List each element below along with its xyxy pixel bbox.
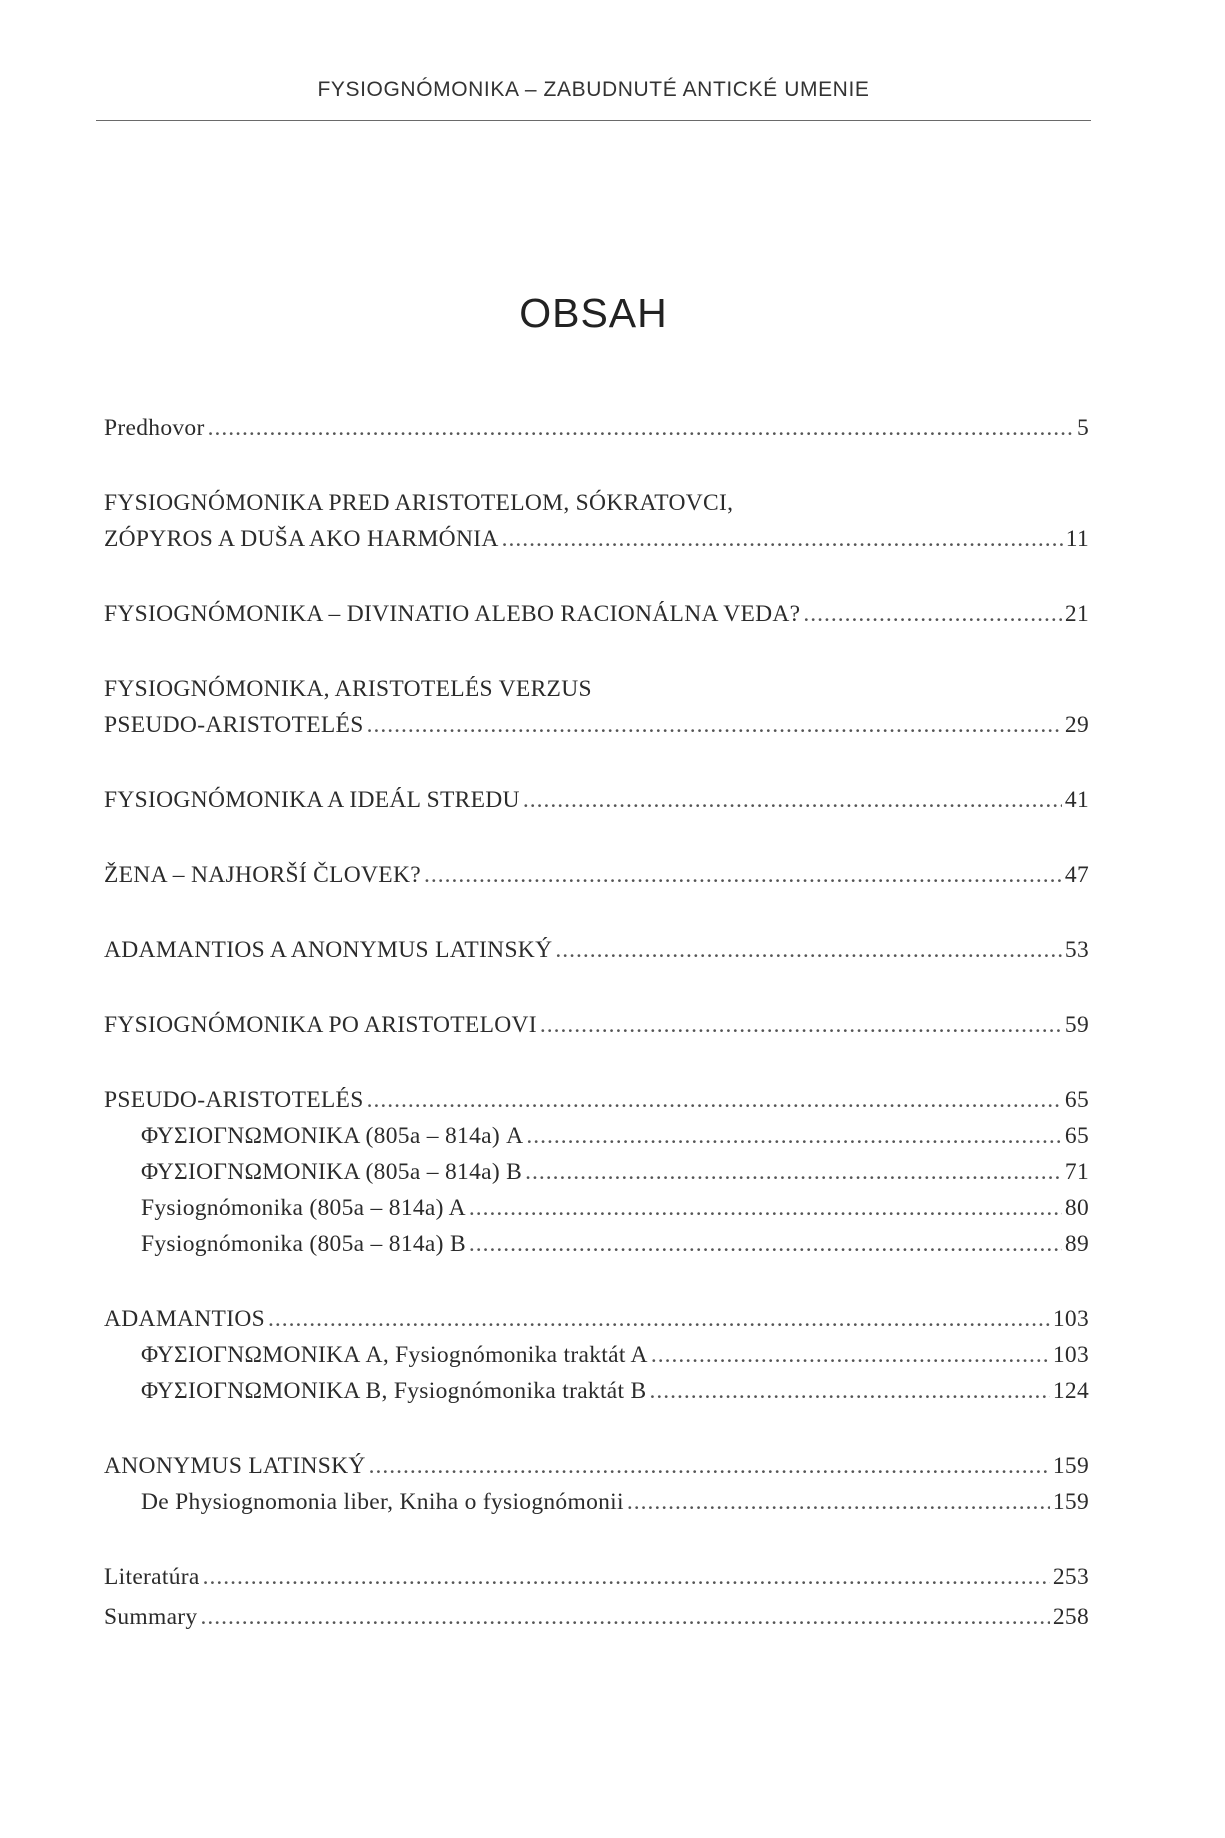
toc-sublabel: ΦΥΣΙΟΓΝΩΜΟΝΙΚΑ (805a – 814a) A	[141, 1123, 524, 1149]
toc-entry	[104, 1448, 1089, 1520]
toc-line[interactable]	[104, 932, 1089, 968]
toc-page-number: 47	[1064, 862, 1089, 888]
toc-line[interactable]	[104, 1301, 1089, 1337]
toc-page-number: 5	[1076, 415, 1089, 441]
toc-subline[interactable]	[104, 1226, 1089, 1262]
toc-line[interactable]	[104, 671, 1089, 707]
dot-leader	[526, 1118, 1061, 1154]
toc-line[interactable]	[104, 1007, 1089, 1043]
toc-label: ADAMANTIOS A ANONYMUS LATINSKÝ	[104, 937, 553, 963]
toc-entry	[104, 671, 1089, 743]
toc-entry	[104, 1301, 1089, 1409]
toc-page-number: 11	[1065, 526, 1089, 552]
toc-line[interactable]	[104, 485, 1089, 521]
toc-line[interactable]	[104, 1082, 1089, 1118]
toc-label: PSEUDO-ARISTOTELÉS	[104, 1087, 364, 1113]
toc-entry	[104, 1007, 1089, 1043]
toc-line[interactable]	[104, 857, 1089, 893]
toc-sublabel: Fysiognómonika (805a – 814a) B	[141, 1231, 466, 1257]
toc-label: ANONYMUS LATINSKÝ	[104, 1453, 366, 1479]
toc-page-number: 253	[1052, 1564, 1089, 1590]
dot-leader	[208, 410, 1074, 446]
table-of-contents	[104, 410, 1089, 1635]
toc-label: PSEUDO-ARISTOTELÉS	[104, 712, 364, 738]
dot-leader	[525, 1154, 1062, 1190]
toc-entry	[104, 932, 1089, 968]
toc-line[interactable]	[104, 596, 1089, 632]
toc-page-number: 71	[1064, 1159, 1089, 1185]
toc-page-number: 21	[1064, 601, 1089, 627]
toc-label: ADAMANTIOS	[104, 1306, 265, 1332]
toc-label: ŽENA – NAJHORŠÍ ČLOVEK?	[104, 862, 421, 888]
dot-leader	[367, 1082, 1062, 1118]
toc-sublabel: ΦΥΣΙΟΓΝΩΜΟΝΙΚΑ B, Fysiognómonika traktát B	[141, 1378, 647, 1404]
dot-leader	[651, 1337, 1050, 1373]
dot-leader	[502, 521, 1063, 557]
toc-sublabel: Fysiognómonika (805a – 814a) A	[141, 1195, 466, 1221]
toc-entry	[104, 410, 1089, 446]
toc-entry	[104, 782, 1089, 818]
toc-label: Summary	[104, 1604, 198, 1630]
dot-leader	[555, 932, 1062, 968]
page-title: OBSAH	[519, 290, 668, 336]
toc-page-number: 59	[1064, 1012, 1089, 1038]
toc-page-number: 29	[1064, 712, 1089, 738]
toc-line[interactable]	[104, 782, 1089, 818]
toc-sublabel: De Physiognomonia liber, Kniha o fysiognómonii	[141, 1489, 624, 1515]
toc-line[interactable]	[104, 1559, 1089, 1595]
toc-entry	[104, 857, 1089, 893]
dot-leader	[540, 1007, 1062, 1043]
dot-leader	[203, 1559, 1050, 1595]
toc-subline[interactable]	[104, 1373, 1089, 1409]
toc-sublabel: ΦΥΣΙΟΓΝΩΜΟΝΙΚΑ A, Fysiognómonika traktát A	[141, 1342, 648, 1368]
toc-page-number: 103	[1052, 1306, 1089, 1332]
toc-subline[interactable]	[104, 1190, 1089, 1226]
dot-leader	[803, 596, 1061, 632]
toc-page-number: 65	[1064, 1087, 1089, 1113]
toc-sublabel: ΦΥΣΙΟΓΝΩΜΟΝΙΚΑ (805a – 814a) B	[141, 1159, 523, 1185]
toc-label: FYSIOGNÓMONIKA A IDEÁL STREDU	[104, 787, 520, 813]
toc-subline[interactable]	[104, 1154, 1089, 1190]
toc-page-number: 65	[1064, 1123, 1089, 1149]
toc-line[interactable]	[104, 1448, 1089, 1484]
dot-leader	[424, 857, 1062, 893]
toc-page-number: 103	[1052, 1342, 1089, 1368]
toc-page-number: 89	[1064, 1231, 1089, 1257]
dot-leader	[627, 1484, 1050, 1520]
toc-page-number: 159	[1052, 1489, 1089, 1515]
toc-entry	[104, 485, 1089, 557]
toc-label: ZÓPYROS A DUŠA AKO HARMÓNIA	[104, 526, 499, 552]
toc-page-number: 159	[1052, 1453, 1089, 1479]
toc-label-line1: FYSIOGNÓMONIKA, ARISTOTELÉS VERZUS	[104, 676, 592, 702]
toc-page-number: 41	[1064, 787, 1089, 813]
toc-entry	[104, 1559, 1089, 1595]
toc-line[interactable]	[104, 1599, 1089, 1635]
toc-label: Predhovor	[104, 415, 205, 441]
toc-label: Literatúra	[104, 1564, 200, 1590]
toc-line[interactable]	[104, 707, 1089, 743]
dot-leader	[369, 1448, 1050, 1484]
toc-line[interactable]	[104, 521, 1089, 557]
toc-label: FYSIOGNÓMONIKA – DIVINATIO ALEBO RACIONÁLNA VEDA?	[104, 601, 801, 627]
toc-page-number: 53	[1064, 937, 1089, 963]
toc-entry	[104, 1599, 1089, 1635]
toc-label: FYSIOGNÓMONIKA PO ARISTOTELOVI	[104, 1012, 537, 1038]
dot-leader	[367, 707, 1062, 743]
toc-subline[interactable]	[104, 1337, 1089, 1373]
toc-entry	[104, 1082, 1089, 1262]
toc-subline[interactable]	[104, 1118, 1089, 1154]
dot-leader	[650, 1373, 1050, 1409]
running-head: FYSIOGNÓMONIKA – ZABUDNUTÉ ANTICKÉ UMENIE	[317, 78, 870, 101]
toc-subline[interactable]	[104, 1484, 1089, 1520]
header-rule	[96, 120, 1091, 121]
toc-label-line1: FYSIOGNÓMONIKA PRED ARISTOTELOM, SÓKRATOVCI,	[104, 490, 734, 516]
dot-leader	[523, 782, 1062, 818]
toc-line[interactable]	[104, 410, 1089, 446]
dot-leader	[268, 1301, 1050, 1337]
toc-page-number: 80	[1064, 1195, 1089, 1221]
dot-leader	[469, 1190, 1062, 1226]
dot-leader	[469, 1226, 1062, 1262]
dot-leader	[200, 1599, 1049, 1635]
toc-page-number: 258	[1052, 1604, 1089, 1630]
toc-page-number: 124	[1052, 1378, 1089, 1404]
toc-entry	[104, 596, 1089, 632]
